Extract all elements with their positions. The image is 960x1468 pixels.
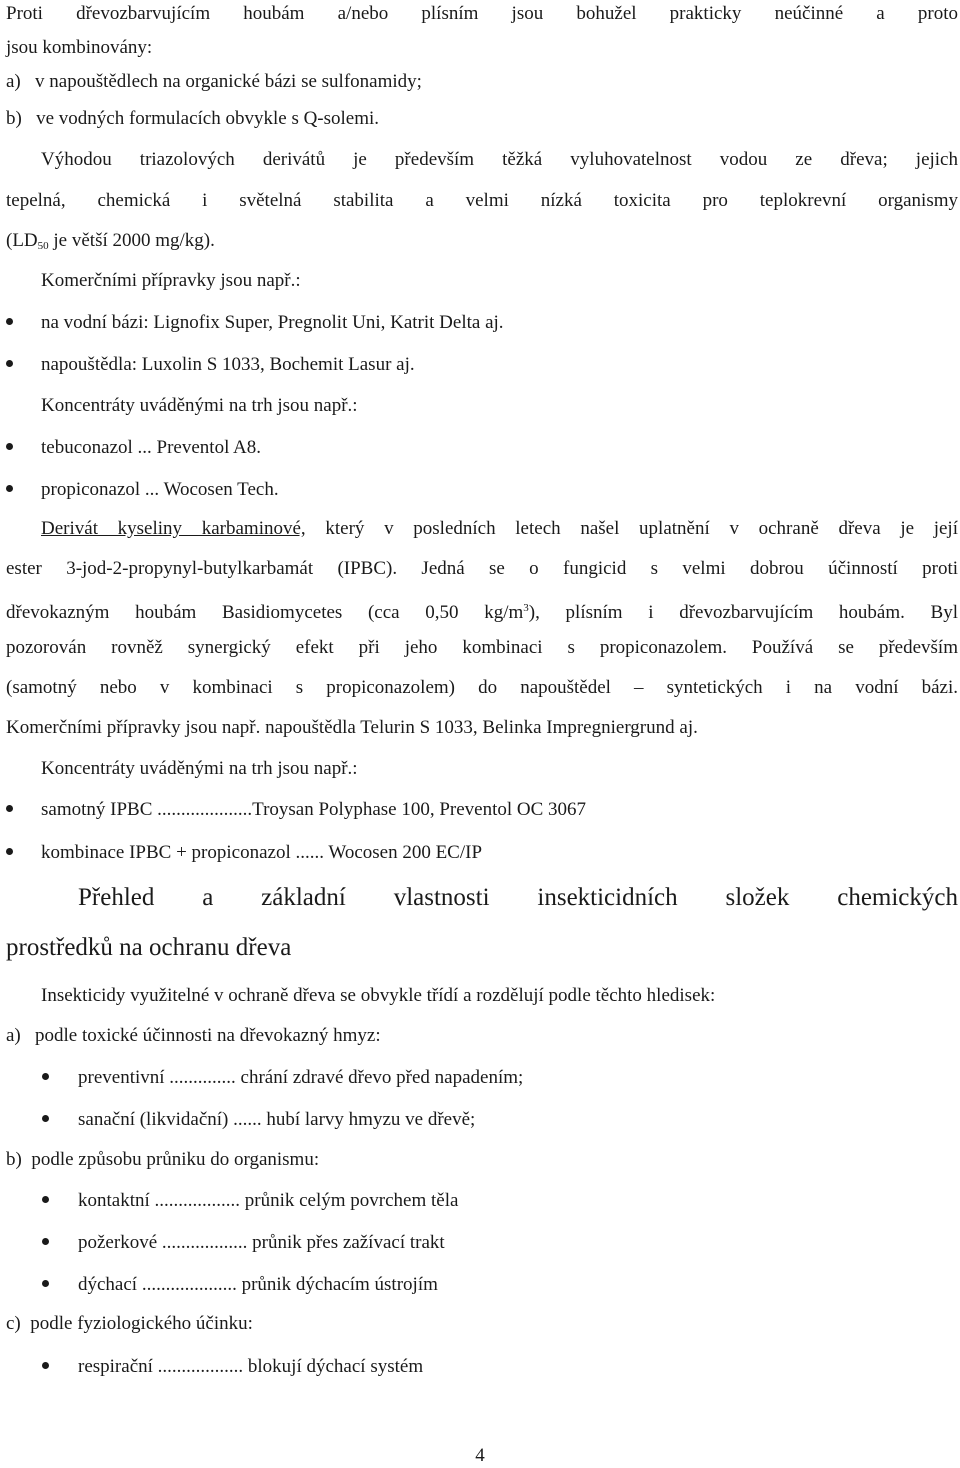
paragraph-line: Derivát kyseliny karbaminové, který v posledních letech našel uplatnění v ochraně dřeva je její: [41, 518, 958, 539]
bullet-item: dýchací .................... průnik dýchacím ústrojím: [78, 1274, 438, 1295]
bullet-item: preventivní .............. chrání zdravé dřevo před napadením;: [78, 1067, 524, 1088]
list-item-b: b) podle způsobu průniku do organismu:: [6, 1149, 320, 1170]
paragraph-line: ester 3-jod-2-propynyl-butylkarbamát (IPBC). Jedná se o fungicid s velmi dobrou účinností proti: [6, 558, 958, 579]
bullet-icon: [6, 848, 13, 855]
list-heading: Koncentráty uváděnými na trh jsou např.:: [41, 395, 358, 416]
paragraph-line: jsou kombinovány:: [6, 37, 153, 58]
bullet-icon: [42, 1115, 49, 1122]
bullet-icon: [6, 318, 13, 325]
paragraph-line: Výhodou triazolových derivátů je především těžká vyluhovatelnost vodou ze dřeva; jejich: [41, 149, 958, 170]
bullet-item: propiconazol ... Wocosen Tech.: [41, 479, 279, 500]
bullet-item: kontaktní .................. průnik celým povrchem těla: [78, 1190, 459, 1211]
paragraph-line: pozorován rovněž synergický efekt při jeho kombinaci s propiconazolem. Používá se především: [6, 637, 958, 658]
paragraph-line: (samotný nebo v kombinaci s propiconazolem) do napouštědel – syntetických i na vodní bázi.: [6, 677, 958, 698]
paragraph-line: Proti dřevozbarvujícím houbám a/nebo plísním jsou bohužel prakticky neúčinné a proto: [6, 3, 958, 24]
bullet-item: sanační (likvidační) ...... hubí larvy hmyzu ve dřevě;: [78, 1109, 476, 1130]
bullet-icon: [42, 1238, 49, 1245]
paragraph-line: dřevokazným houbám Basidiomycetes (cca 0,50 $kg/m^3$), plísním i dřevozbarvujícím houbám. Byl: [6, 602, 958, 623]
section-heading: prostředků na ochranu dřeva: [6, 934, 292, 961]
bullet-item: tebuconazol ... Preventol A8.: [41, 437, 262, 458]
bullet-icon: [42, 1196, 49, 1203]
bullet-icon: [42, 1362, 49, 1369]
list-item-a: a) v napouštědlech na organické bázi se sulfonamidy;: [6, 71, 422, 92]
bullet-item: na vodní bázi: Lignofix Super, Pregnolit Uni, Katrit Delta aj.: [41, 312, 504, 333]
bullet-item: samotný IPBC ....................Troysan Polyphase 100, Preventol OC 3067: [41, 799, 587, 820]
paragraph-line: Insekticidy využitelné v ochraně dřeva se obvykle třídí a rozdělují podle těchto hledisek:: [41, 985, 716, 1006]
paragraph-line: ($LD_{50}$ je větší 2000 mg/kg).: [6, 230, 215, 252]
paragraph-line: Komerčními přípravky jsou např. napouštědla Telurin S 1033, Belinka Impregniergrund aj.: [6, 717, 698, 738]
page-number: 4: [475, 1445, 485, 1466]
bullet-icon: [42, 1280, 49, 1287]
section-heading: Přehled a základní vlastnosti insekticidních složek chemických: [78, 884, 958, 911]
bullet-item: požerkové .................. průnik přes zažívací trakt: [78, 1232, 445, 1253]
bullet-item: napouštědla: Luxolin S 1033, Bochemit Lasur aj.: [41, 354, 415, 375]
bullet-icon: [6, 805, 13, 812]
bullet-icon: [6, 360, 13, 367]
list-heading: Koncentráty uváděnými na trh jsou např.:: [41, 758, 358, 779]
list-heading: Komerčními přípravky jsou např.:: [41, 270, 301, 291]
bullet-icon: [6, 485, 13, 492]
bullet-item: kombinace IPBC + propiconazol ...... Wocosen 200 EC/IP: [41, 842, 483, 863]
list-item-a: a) podle toxické účinnosti na dřevokazný hmyz:: [6, 1025, 381, 1046]
bullet-icon: [42, 1073, 49, 1080]
list-item-c: c) podle fyziologického účinku:: [6, 1313, 253, 1334]
bullet-item: respirační .................. blokují dýchací systém: [78, 1356, 424, 1377]
list-item-b: b) ve vodných formulacích obvykle s Q-solemi.: [6, 108, 380, 129]
paragraph-line: tepelná, chemická i světelná stabilita a velmi nízká toxicita pro teplokrevní organismy: [6, 190, 958, 211]
bullet-icon: [6, 443, 13, 450]
